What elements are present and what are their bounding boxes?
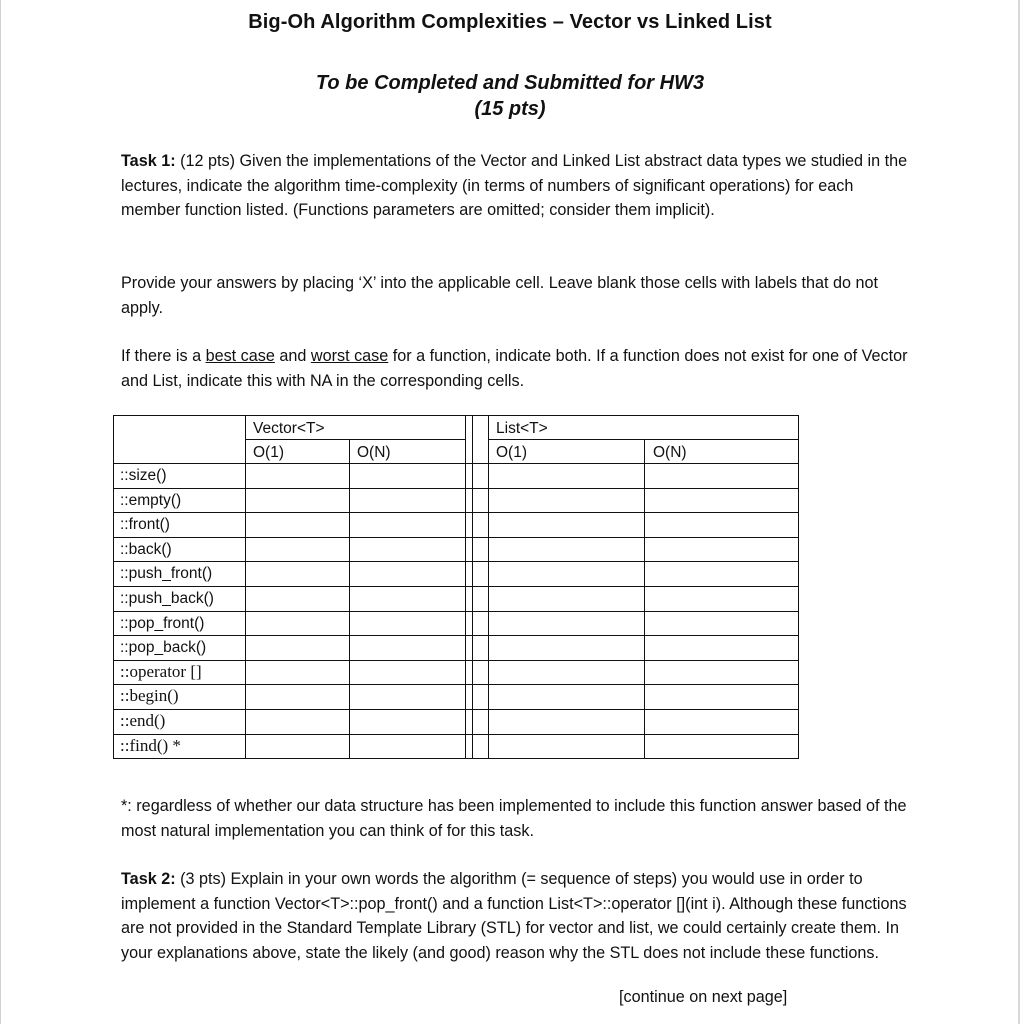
vector-o1-cell[interactable] [246, 636, 349, 660]
list-o1-cell[interactable] [489, 661, 644, 685]
vector-header: Vector<T> [253, 420, 325, 437]
best-case-text: best case [205, 347, 275, 365]
vector-o1-cell[interactable] [246, 661, 349, 685]
table-gap-rule [472, 415, 473, 759]
subtitle-line-1: To be Completed and Submitted for HW3 [315, 72, 705, 94]
vector-o1-cell[interactable] [246, 562, 349, 586]
function-label: ::begin() [120, 686, 179, 706]
p3-part-c: for a function, indicate both. If a function does not exist for one of Vector and List, indicate this with NA in the corresponding cells. [121, 347, 908, 390]
list-o1-cell[interactable] [489, 612, 644, 636]
table-col-rule [465, 415, 466, 759]
function-label: ::find() * [120, 735, 181, 755]
list-on-cell[interactable] [645, 538, 798, 562]
vector-on-cell[interactable] [350, 661, 465, 685]
vector-o1-cell[interactable] [246, 489, 349, 513]
list-o1-cell[interactable] [489, 587, 644, 611]
p3-part-a: If there is a [121, 347, 206, 365]
list-on-cell[interactable] [645, 612, 798, 636]
vector-o1-cell[interactable] [246, 464, 349, 488]
list-o1-cell[interactable] [489, 513, 644, 537]
vector-on-cell[interactable] [350, 587, 465, 611]
task2-label: Task 2: [121, 870, 176, 888]
table-border-right [798, 415, 799, 759]
function-label: ::size() [120, 467, 167, 484]
task1-paragraph [121, 149, 911, 223]
task1-text: (12 pts) Given the implementations of the Vector and Linked List abstract data types we studied in the lectures, indicate the algorithm time-complexity (in terms of numbers of significant operations) for each member function listed. (Functions parameters are omitted; consider them implicit). [121, 152, 908, 219]
continue-note: [continue on next page] [619, 988, 788, 1006]
table-rule-vector-header [245, 439, 466, 440]
vector-on-cell[interactable] [350, 710, 465, 734]
list-o1-cell[interactable] [489, 735, 644, 759]
p3-part-b: and [274, 347, 311, 365]
list-on-cell[interactable] [645, 489, 798, 513]
task2-paragraph [121, 867, 911, 965]
task1-label: Task 1: [121, 152, 176, 170]
table-border-top [113, 415, 799, 416]
instructions-paragraph: Provide your answers by placing ‘X’ into the applicable cell. Leave blank those cells with labels that do not apply. [121, 274, 879, 317]
task2-text: (3 pts) Explain in your own words the algorithm (= sequence of steps) you would use in order to implement a function Vector<T>::pop_front() and a function List<T>::operator [](int i). Although these functions are not provided in the Standard Template Library (STL) for vector and list, we could certainly create them. In your explanations above, state the likely (and good) reason why the STL does not include these functions. [121, 870, 907, 962]
table-border-left [113, 415, 114, 759]
vector-o1-cell[interactable] [246, 685, 349, 709]
list-on-cell[interactable] [645, 735, 798, 759]
subtitle-line-2: (15 pts) [474, 98, 546, 120]
vector-on-cell[interactable] [350, 464, 465, 488]
vector-on-cell[interactable] [350, 538, 465, 562]
list-o1-cell[interactable] [489, 464, 644, 488]
list-o1-cell[interactable] [489, 710, 644, 734]
list-on-header: O(N) [653, 444, 687, 461]
vector-on-cell[interactable] [350, 612, 465, 636]
document-title: Big-Oh Algorithm Complexities – Vector vs Linked List [248, 11, 772, 33]
vector-o1-cell[interactable] [246, 587, 349, 611]
list-on-cell[interactable] [645, 710, 798, 734]
function-label: ::operator [] [120, 661, 202, 681]
function-label: ::empty() [120, 491, 182, 509]
vector-on-cell[interactable] [350, 735, 465, 759]
list-on-cell[interactable] [645, 464, 798, 488]
list-o1-cell[interactable] [489, 562, 644, 586]
vector-o1-cell[interactable] [246, 513, 349, 537]
function-label: ::push_front() [120, 565, 213, 583]
list-o1-cell[interactable] [489, 489, 644, 513]
footnote-paragraph: *: regardless of whether our data structure has been implemented to include this function answer based of the most natural implementation you can think of for this task. [121, 797, 907, 840]
worst-case-text: worst case [310, 347, 389, 365]
list-o1-cell[interactable] [489, 685, 644, 709]
list-o1-cell[interactable] [489, 636, 644, 660]
list-o1-cell[interactable] [489, 538, 644, 562]
function-label: ::push_back() [120, 590, 214, 607]
list-on-cell[interactable] [645, 685, 798, 709]
vector-on-cell[interactable] [350, 636, 465, 660]
function-label: ::back() [120, 540, 172, 558]
list-on-cell[interactable] [645, 513, 798, 537]
list-on-cell[interactable] [645, 636, 798, 660]
best-worst-paragraph [121, 344, 911, 393]
vector-o1-header: O(1) [253, 444, 284, 461]
list-on-cell[interactable] [645, 587, 798, 611]
function-label: ::pop_back() [120, 639, 207, 657]
vector-o1-cell[interactable] [246, 612, 349, 636]
vector-on-cell[interactable] [350, 489, 465, 513]
document-subtitle [0, 70, 1020, 122]
list-header: List<T> [496, 420, 548, 437]
page-left-edge [0, 0, 1, 1024]
function-label: ::front() [120, 516, 170, 534]
function-label: ::pop_front() [120, 614, 205, 632]
list-on-cell[interactable] [645, 562, 798, 586]
vector-on-header: O(N) [357, 444, 391, 461]
list-on-cell[interactable] [645, 661, 798, 685]
vector-o1-cell[interactable] [246, 538, 349, 562]
vector-o1-cell[interactable] [246, 710, 349, 734]
vector-on-cell[interactable] [350, 562, 465, 586]
list-o1-header: O(1) [496, 444, 527, 461]
vector-o1-cell[interactable] [246, 735, 349, 759]
function-label: ::end() [120, 711, 166, 730]
vector-on-cell[interactable] [350, 685, 465, 709]
vector-on-cell[interactable] [350, 513, 465, 537]
